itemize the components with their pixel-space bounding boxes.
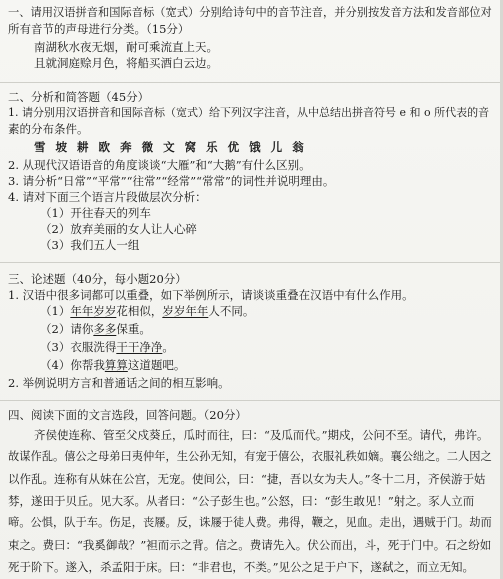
reduplication: 干干净净 (116, 340, 163, 354)
char-item: 窝 (184, 140, 197, 154)
section2-q2: 2. 从现代汉语语音的角度谈谈“大雁”和“大鹅”有什么区别。 (8, 158, 311, 172)
passage-line: 齐侯使连称、管至父戍葵丘，瓜时而往，曰：“及瓜而代。”期戍，公问不至。请代，弗许。 (34, 428, 489, 442)
reduplication: 年年岁岁 (70, 304, 117, 318)
poem-line-1: 南湖秋水夜无烟，耐可乘流直上天。 (34, 40, 218, 54)
passage-line: 故谋作乱。僖公之母弟曰夷仲年，生公孙无知，有宠于僖公，衣服礼秩如嫡。襄公绌之。二人因之 (8, 450, 492, 463)
example-1 (40, 304, 254, 318)
example-prefix: （4）你帮我 (40, 358, 105, 372)
section2-title: 二、分析和简答题（45分） (8, 90, 150, 104)
char-item: 翁 (292, 140, 304, 154)
reduplication: 算算 (104, 358, 128, 372)
section2-q1: 1. 请分别用汉语拼音和国际音标（宽式）给下列汉字注音，从中总结出拼音符号 e 和 o 所代表的音 (8, 106, 490, 119)
section3-q2: 2. 举例说明方言和普通话之间的相互影响。 (8, 376, 230, 390)
section2-q4: 4. 请对下面三个语言片段做层次分析： (8, 190, 207, 204)
example-text: 。 (162, 340, 174, 354)
section2-q3: 3. 请分析“日常”“平常”“往常”“经常”“常常”的词性并说明理由。 (8, 174, 335, 188)
example-prefix: （1） (40, 304, 71, 318)
example-4 (40, 358, 185, 372)
char-item: 雪 (34, 140, 46, 154)
char-item: 儿 (270, 140, 283, 154)
passage-line: 束之。费曰：“我奚御哉？”袒而示之背。信之。费请先入。伏公而出，斗，死于门中。石之纷如 (8, 538, 492, 552)
passage-line: 以作乱。连称有从妹在公宫，无宠。使间公，曰：“捷，吾以女为夫人。”冬十二月，齐侯游于姑 (8, 472, 486, 486)
char-item: 耕 (77, 140, 89, 154)
char-item: 饿 (249, 140, 261, 154)
reduplication: 岁岁年年 (162, 304, 209, 318)
example-text: 花相似， (116, 304, 163, 318)
character-list (34, 140, 310, 154)
example-2 (40, 322, 151, 336)
section3-title: 三、论述题（40分，每小题20分） (8, 272, 187, 286)
example-text: 保重。 (116, 322, 151, 336)
phrase-item-1: （1）开往春天的列车 (40, 206, 151, 220)
char-item: 微 (141, 140, 154, 154)
example-text: 这道题吧。 (127, 358, 186, 372)
passage-line: 棼，遂田于贝丘。见大豕。从者曰：“公子彭生也。”公怒，曰：“彭生敢见！”射之。豕人立而 (8, 494, 475, 508)
char-item: 坡 (55, 140, 68, 154)
passage-line: 啼。公惧，队于车。伤足，丧屦。反，诛屦于徒人费。弗得，鞭之，见血。走出，遇贼于门。劫而 (8, 516, 492, 529)
example-prefix: （2）请你 (40, 322, 94, 336)
reduplication: 多多 (93, 322, 117, 336)
phrase-item-3: （3）我们五人一组 (40, 238, 140, 252)
char-item: 乐 (206, 140, 218, 154)
example-3 (40, 340, 174, 354)
divider (0, 400, 503, 401)
section1-title-cont: 所有音节的声母进行分类。（15分） (8, 22, 190, 36)
char-item: 奔 (120, 140, 132, 154)
example-text: 人不同。 (208, 304, 255, 318)
divider (0, 82, 503, 83)
example-prefix: （3）衣服洗得 (40, 340, 117, 354)
divider (0, 262, 503, 263)
char-item: 优 (227, 140, 240, 154)
passage-line: 死于阶下。遂入，杀孟阳于床。曰：“非君也，不类。”见公之足于户下，遂弑之，而立无知。 (8, 560, 475, 574)
section3-q1: 1. 汉语中很多词都可以重叠，如下举例所示，请谈谈重叠在汉语中有什么作用。 (8, 288, 414, 302)
char-item: 文 (163, 140, 175, 154)
section4-title: 四、阅读下面的文言选段，回答问题。（20分） (8, 408, 247, 422)
phrase-item-2: （2）放弃美丽的女人让人心碎 (40, 222, 197, 236)
poem-line-2: 且就洞庭赊月色，将船买酒白云边。 (34, 56, 218, 70)
section2-q1-cont: 素的分布条件。 (8, 122, 89, 136)
section1-title: 一、请用汉语拼音和国际音标（宽式）分别给诗句中的音节注音，并分别按发音方法和发音部位对 (8, 6, 492, 19)
char-item: 欧 (98, 140, 111, 154)
